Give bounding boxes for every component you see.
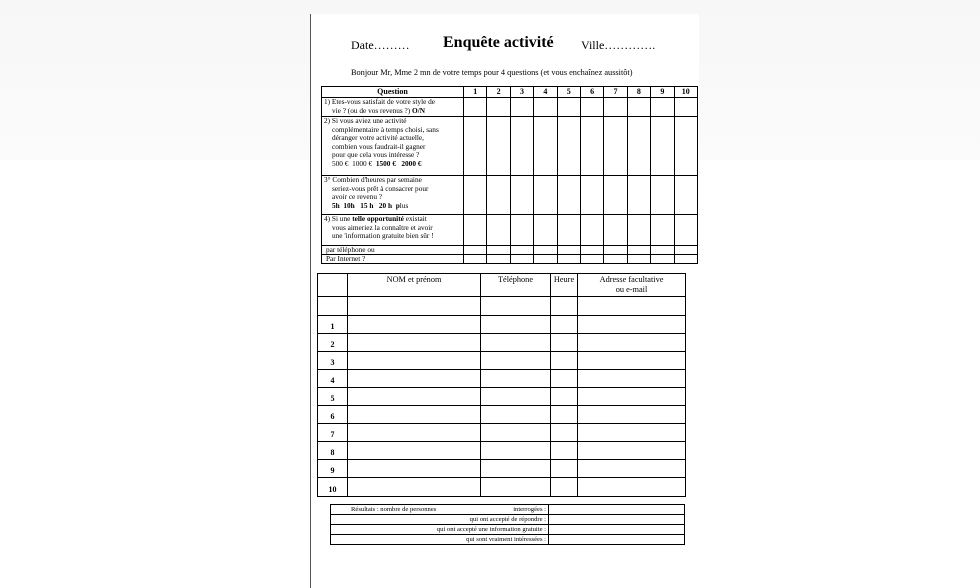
answer-cell[interactable] <box>580 215 603 246</box>
answer-cell[interactable] <box>464 176 487 215</box>
row-number: 2 <box>318 334 348 352</box>
address-cell[interactable] <box>578 478 686 497</box>
answer-cell[interactable] <box>464 117 487 176</box>
phone-cell[interactable] <box>481 424 551 442</box>
name-cell[interactable] <box>348 316 481 334</box>
answer-cell[interactable] <box>651 117 674 176</box>
address-cell[interactable] <box>578 424 686 442</box>
question-column-header: Question <box>322 87 464 98</box>
hour-cell[interactable] <box>551 478 578 497</box>
contact-row <box>318 316 686 334</box>
answer-cell[interactable] <box>534 117 557 176</box>
score-column-header: 2 <box>487 87 510 98</box>
hour-cell[interactable] <box>551 424 578 442</box>
address-cell[interactable] <box>578 370 686 388</box>
results-label: qui sont vraiment intéressées : <box>331 535 549 545</box>
answer-cell[interactable] <box>510 98 533 117</box>
answer-cell[interactable] <box>604 98 627 117</box>
name-cell[interactable] <box>348 388 481 406</box>
answer-cell[interactable] <box>604 117 627 176</box>
results-value[interactable] <box>549 505 685 515</box>
answer-cell[interactable] <box>510 176 533 215</box>
answer-cell[interactable] <box>487 176 510 215</box>
answer-cell[interactable] <box>604 246 627 255</box>
phone-cell[interactable] <box>481 406 551 424</box>
address-cell[interactable] <box>578 460 686 478</box>
question-4-text: 4) Si une telle opportunité existait vous aimeriez la connaître et avoir une 'information gratuite bien sûr ! <box>322 215 464 246</box>
answer-cell[interactable] <box>627 176 650 215</box>
answer-cell[interactable] <box>487 215 510 246</box>
row-number: 1 <box>318 316 348 334</box>
contact-row <box>318 388 686 406</box>
phone-cell[interactable] <box>481 370 551 388</box>
answer-cell[interactable] <box>557 255 580 264</box>
hour-column-header: Heure <box>551 274 578 297</box>
row-number: 6 <box>318 406 348 424</box>
date-label: Date……… <box>351 38 410 52</box>
answer-cell[interactable] <box>510 215 533 246</box>
page-title: Enquête activité <box>443 34 554 51</box>
contact-row <box>318 406 686 424</box>
answer-cell[interactable] <box>580 98 603 117</box>
answer-cell[interactable] <box>464 246 487 255</box>
answer-cell[interactable] <box>627 215 650 246</box>
answer-cell[interactable] <box>627 246 650 255</box>
answer-cell[interactable] <box>674 255 697 264</box>
row-number: 10 <box>318 478 348 497</box>
hour-cell[interactable] <box>551 352 578 370</box>
address-cell[interactable] <box>578 406 686 424</box>
score-column-header: 9 <box>651 87 674 98</box>
answer-cell[interactable] <box>534 246 557 255</box>
address-cell[interactable] <box>578 316 686 334</box>
answer-cell[interactable] <box>557 246 580 255</box>
answer-cell[interactable] <box>580 176 603 215</box>
results-row <box>331 515 685 525</box>
score-column-header: 7 <box>604 87 627 98</box>
score-column-header: 8 <box>627 87 650 98</box>
address-cell[interactable] <box>578 334 686 352</box>
answer-cell[interactable] <box>627 255 650 264</box>
phone-cell[interactable] <box>481 334 551 352</box>
contact-table <box>317 273 686 497</box>
answer-cell[interactable] <box>674 117 697 176</box>
score-column-header: 1 <box>464 87 487 98</box>
answer-cell[interactable] <box>557 215 580 246</box>
phone-row-label: par téléphone ou <box>322 246 464 255</box>
hour-cell[interactable] <box>551 316 578 334</box>
question-3-text: 3° Combien d'heures par semaine seriez-vous prêt à consacrer pour avoir ce revenu ? 5h 10h 15 h 20 h plus <box>322 176 464 215</box>
results-table <box>330 504 685 545</box>
answer-cell[interactable] <box>651 215 674 246</box>
hour-cell[interactable] <box>551 388 578 406</box>
answer-cell[interactable] <box>487 255 510 264</box>
answer-cell[interactable] <box>464 98 487 117</box>
score-column-header: 10 <box>674 87 697 98</box>
answer-cell[interactable] <box>510 255 533 264</box>
name-cell[interactable] <box>348 478 481 497</box>
results-row <box>331 505 685 515</box>
results-row <box>331 535 685 545</box>
results-value[interactable] <box>549 535 685 545</box>
results-label: qui ont accepté une information gratuite : <box>331 525 549 535</box>
row-number: 3 <box>318 352 348 370</box>
hour-cell[interactable] <box>551 370 578 388</box>
answer-cell[interactable] <box>487 246 510 255</box>
contact-row <box>318 478 686 497</box>
answer-cell[interactable] <box>604 215 627 246</box>
score-column-header: 3 <box>510 87 533 98</box>
results-label: qui ont accepté de répondre : <box>331 515 549 525</box>
contact-row <box>318 424 686 442</box>
question-1-text: 1) Etes-vous satisfait de votre style de vie ? (ou de vos revenus ?) O/N <box>322 98 464 117</box>
name-cell[interactable] <box>348 370 481 388</box>
score-column-header: 4 <box>534 87 557 98</box>
phone-cell[interactable] <box>481 352 551 370</box>
answer-cell[interactable] <box>580 255 603 264</box>
phone-column-header: Téléphone <box>481 274 551 297</box>
answer-cell[interactable] <box>651 176 674 215</box>
answer-cell[interactable] <box>487 98 510 117</box>
answer-cell[interactable] <box>627 98 650 117</box>
address-cell[interactable] <box>578 442 686 460</box>
answer-cell[interactable] <box>580 246 603 255</box>
internet-row-label: Par Internet ? <box>322 255 464 264</box>
question-row-2 <box>322 117 698 176</box>
hour-cell[interactable] <box>551 334 578 352</box>
answer-cell[interactable] <box>557 117 580 176</box>
results-value[interactable] <box>549 515 685 525</box>
results-label: Résultats : nombre de personnes interrogées : <box>331 505 549 515</box>
answer-cell[interactable] <box>674 98 697 117</box>
contact-row <box>318 442 686 460</box>
address-cell[interactable] <box>578 352 686 370</box>
answer-cell[interactable] <box>464 255 487 264</box>
answer-cell[interactable] <box>651 98 674 117</box>
answer-cell[interactable] <box>604 255 627 264</box>
answer-cell[interactable] <box>487 117 510 176</box>
contact-header-row <box>318 274 686 297</box>
address-column-header: Adresse facultative ou e-mail <box>578 274 686 297</box>
contact-row <box>318 352 686 370</box>
row-number: 9 <box>318 460 348 478</box>
intro-text: Bonjour Mr, Mme 2 mn de votre temps pour 4 questions (et vous enchaînez aussitôt) <box>351 68 633 77</box>
answer-cell[interactable] <box>534 98 557 117</box>
name-column-header: NOM et prénom <box>348 274 481 297</box>
answer-cell[interactable] <box>627 117 650 176</box>
name-cell[interactable] <box>348 334 481 352</box>
phone-cell[interactable] <box>481 388 551 406</box>
answer-cell[interactable] <box>534 176 557 215</box>
answer-cell[interactable] <box>464 215 487 246</box>
hour-cell[interactable] <box>551 460 578 478</box>
survey-page <box>310 14 699 588</box>
name-cell[interactable] <box>348 442 481 460</box>
internet-row <box>322 255 698 264</box>
contact-row <box>318 370 686 388</box>
question-row-3 <box>322 176 698 215</box>
hour-cell[interactable] <box>551 406 578 424</box>
answer-cell[interactable] <box>510 246 533 255</box>
contact-spacer-row <box>318 297 686 316</box>
answer-cell[interactable] <box>534 255 557 264</box>
phone-cell[interactable] <box>481 478 551 497</box>
phone-cell[interactable] <box>481 460 551 478</box>
name-cell[interactable] <box>348 460 481 478</box>
name-cell[interactable] <box>348 424 481 442</box>
question-table <box>321 86 698 264</box>
contact-row <box>318 334 686 352</box>
hour-cell[interactable] <box>551 442 578 460</box>
answer-cell[interactable] <box>651 246 674 255</box>
results-row <box>331 525 685 535</box>
contact-row <box>318 460 686 478</box>
results-value[interactable] <box>549 525 685 535</box>
answer-cell[interactable] <box>534 215 557 246</box>
ville-label: Ville…………. <box>581 38 656 52</box>
row-number: 8 <box>318 442 348 460</box>
question-header-row <box>322 87 698 98</box>
row-number: 7 <box>318 424 348 442</box>
row-number-header <box>318 274 348 297</box>
answer-cell[interactable] <box>510 117 533 176</box>
question-row-1 <box>322 98 698 117</box>
question-2-text: 2) Si vous aviez une activité complémentaire à temps choisi, sans déranger votre activité actuelle, combien vous faudrait-il gagner pour que cela vous intéresse ? 500 € 1000 € 1500 € 2000 € <box>322 117 464 176</box>
page-header <box>311 34 699 56</box>
name-cell[interactable] <box>348 406 481 424</box>
answer-cell[interactable] <box>557 98 580 117</box>
answer-cell[interactable] <box>557 176 580 215</box>
question-row-4 <box>322 215 698 246</box>
phone-cell[interactable] <box>481 442 551 460</box>
answer-cell[interactable] <box>604 176 627 215</box>
phone-row <box>322 246 698 255</box>
name-cell[interactable] <box>348 352 481 370</box>
answer-cell[interactable] <box>674 246 697 255</box>
address-cell[interactable] <box>578 388 686 406</box>
phone-cell[interactable] <box>481 316 551 334</box>
row-number: 4 <box>318 370 348 388</box>
score-column-header: 6 <box>580 87 603 98</box>
answer-cell[interactable] <box>651 255 674 264</box>
answer-cell[interactable] <box>674 215 697 246</box>
score-column-header: 5 <box>557 87 580 98</box>
answer-cell[interactable] <box>580 117 603 176</box>
answer-cell[interactable] <box>674 176 697 215</box>
row-number: 5 <box>318 388 348 406</box>
